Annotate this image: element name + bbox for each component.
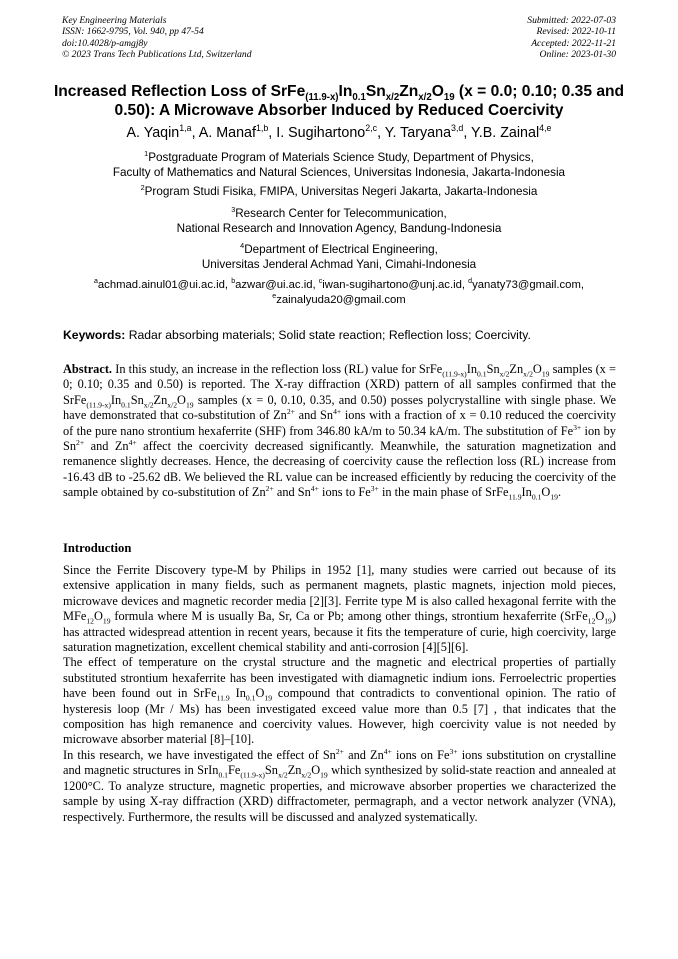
affiliation-4: $^4$Department of Electrical Engineering, Universitas Jenderal Achmad Yani, Cimahi-Indonesia — [201, 241, 477, 271]
publication-dates — [527, 15, 616, 60]
introduction-body — [63, 563, 616, 825]
journal-name: Key Engineering Materials — [62, 15, 167, 26]
abstract-label: Abstract. — [63, 362, 113, 376]
author: I. Sugihartono$^{2,c}$ — [276, 123, 378, 141]
email-link[interactable]: zainalyuda20@gmail.com — [276, 294, 406, 306]
paper-title: Increased Reflection Loss of $SrFe_{(11.9-x)}In_{0.1}Sn_{x/2}Zn_{x/2}O_{19}$ (x = 0.0; 0.10; 0.35 and 0.50): A Microwave Absorber Induced by Reduced Coercivity — [53, 83, 625, 119]
section-heading-introduction: Introduction — [63, 541, 132, 555]
affiliation-3: $^3$Research Center for Telecommunication, National Research and Innovation Agency, Bandung-Indonesia — [176, 205, 502, 235]
keywords — [63, 328, 616, 342]
author: A. Yaqin$^{1,a}$ — [126, 123, 192, 141]
paragraph: In this research, we have investigated the effect of $Sn^{2+}$ and $Zn^{4+}$ ions on $Fe^{3+}$ ions substitution on crystalline and magnetic structures in $SrIn_{0.1}Fe_{(11.9-x)}Sn_{x/2}Zn_{x/2}O_{19}$ which synthesized by solid-state reaction and annealed at 1200°C. To analyze structure, magnetic properties, and microwave absorber properties we characterized the sample by using X-ray diffraction (XRD) diffractometer, permagraph, and a vector network analyzer (VNA), respectively. Furthermore, the results will be discussed and analyzed systematically. — [63, 746, 616, 824]
affiliation-1: $^1$Postgraduate Program of Materials Science Study, Department of Physics, Faculty of Mathematics and Natural Sciences, Universitas Indonesia, Jakarta-Indonesia — [112, 149, 566, 179]
date-revised: Revised: 2022-10-11 — [536, 26, 616, 38]
date-online: Online: 2023-01-30 — [539, 48, 616, 60]
abstract: Abstract. In this study, an increase in the reflection loss (RL) value for $SrFe_{(11.9-x)}In_{0.1}Sn_{x/2}Zn_{x/2}O_{19}$ samples (x = 0; 0.10; 0.35 and 0.50) is reported. The X-ray diffraction (XRD) pattern of all samples confirmed that the $SrFe_{(11.9-x)}In_{0.1}Sn_{x/2}Zn_{x/2}O_{19}$ samples (x = 0, 0.10, 0.35, and 0.50) posses polycrystalline with single phase. We have demonstrated that co-substitution of $Zn^{2+}$ and $Sn^{4+}$ ions with a fraction of x = 0.10 reduced the coercivity of the pure nano strontium hexaferrite (SHF) from 346.80 kA/m to 50.34 kA/m. The substitution of $Fe^{3+}$ ion by $Sn^{2+}$ and $Zn^{4+}$ affect the coercivity decreased significantly. Meanwhile, the saturation magnetization and remanence slightly decreases. Hence, the decreasing of coercivity cause the reflection loss (RL) increase from -16.43 dB to -25.62 dB. We believed the RL value can be increased efficiently by reducing the coercivity of the sample obtained by co-substitution of $Zn^{2+}$ and $Sn^{4+}$ ions to $Fe^{3+}$ in the main phase of $SrFe_{11.9}In_{0.1}O_{19}$. — [63, 362, 617, 502]
author: Y. Taryana$^{3,d}$ — [384, 123, 464, 141]
journal-doi: doi:10.4028/p-amgj8y — [62, 37, 148, 49]
affiliation-2: $^2$Program Studi Fisika, FMIPA, Universitas Negeri Jakarta, Jakarta-Indonesia — [140, 183, 538, 198]
paragraph: Since the Ferrite Discovery type-M by Philips in 1952 [1], many studies were carried out because of its extensive application in many fields, such as permanent magnets, plastic magnets, injection mold pieces, microwave devices and magnetic recorder media [2][3]. Ferrite type M is also called hexagonal ferrite with the $MFe_{12}O_{19}$ formula where M is usually Ba, Sr, Ca or Pb; among other things, strontium hexaferrite $(SrFe_{12}O_{19})$ has attracted widespread attention in recent years, because it fits the temperature of curie, high coercivity, large saturation magnetization, excellent chemical stability and anti-corrosion [4][5][6]. — [63, 563, 616, 655]
journal-issn: ISSN: 1662-9795, Vol. 940, pp 47-54 — [62, 26, 204, 38]
date-accepted: Accepted: 2022-11-21 — [531, 37, 616, 49]
paragraph: The effect of temperature on the crystal structure and the magnetic and electrical properties of partially substituted strontium hexaferrite has been investigated with diamagnetic indium ions. Ferroelectric properties have been found out in SrFe$_{11.9}$ $In_{0.1}O_{19}$ compound that contradicts to conventional opinion. The ratio of hysteresis loop (Mr / Ms) has been investigated exceed value more than 0.5 [7] , that indicates that the composition has high remanence and coercivity values. However, high coercivity value is not needed by microwave absorber material [8]–[10]. — [63, 655, 616, 747]
author-list: A. Yaqin$^{1,a}$, A. Manaf$^{1,b}$, I. Sugihartono$^{2,c}$, Y. Taryana$^{3,d}$, Y.B. Zainal$^{4,e}$ — [126, 123, 552, 141]
author: Y.B. Zainal$^{4,e}$ — [471, 123, 552, 141]
author: A. Manaf$^{1,b}$ — [198, 123, 269, 141]
email-link[interactable]: yanaty73@gmail.com — [472, 279, 581, 291]
email-link[interactable]: iwan-sugihartono@unj.ac.id — [322, 279, 462, 291]
author-emails: $^a$achmad.ainul01@ui.ac.id, $^b$azwar@ui.ac.id, $^c$iwan-sugihartono@unj.ac.id, $^d$yanaty73@gmail.com, $^e$zainalyuda20@gmail.com — [93, 278, 585, 306]
journal-info — [62, 15, 252, 60]
date-submitted: Submitted: 2022-07-03 — [527, 15, 616, 26]
keywords-label: Keywords: — [63, 328, 126, 342]
keywords-text: Radar absorbing materials; Solid state reaction; Reflection loss; Coercivity. — [125, 328, 531, 342]
journal-copyright: © 2023 Trans Tech Publications Ltd, Switzerland — [62, 48, 252, 60]
email-link[interactable]: achmad.ainul01@ui.ac.id — [97, 279, 225, 291]
email-link[interactable]: azwar@ui.ac.id — [235, 279, 313, 291]
